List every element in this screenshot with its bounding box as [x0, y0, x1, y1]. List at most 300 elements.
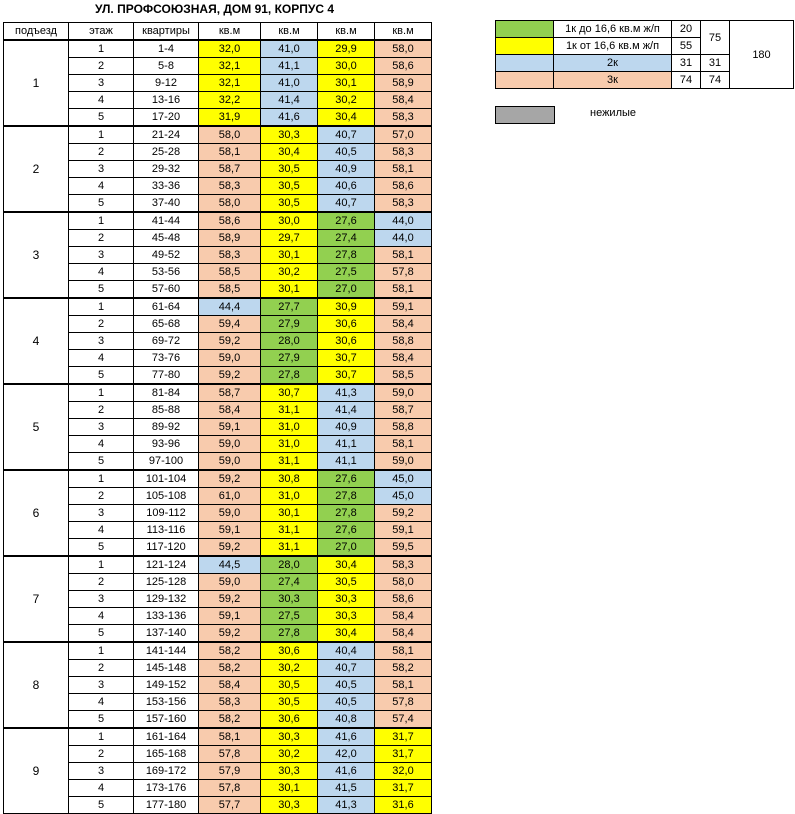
legend-table [495, 20, 794, 89]
apartments-cell: 133-136 [134, 608, 199, 625]
entrance-number: 4 [4, 298, 69, 384]
area-cell: 58,9 [375, 75, 432, 92]
area-cell: 40,4 [318, 642, 375, 660]
area-cell: 27,0 [318, 539, 375, 557]
area-cell: 27,6 [318, 470, 375, 488]
header-area: кв.м [318, 23, 375, 41]
table-row [4, 333, 432, 350]
area-cell: 41,6 [318, 763, 375, 780]
area-cell: 59,0 [199, 574, 261, 591]
entrance-number: 2 [4, 126, 69, 212]
area-cell: 58,1 [375, 436, 432, 453]
area-cell: 41,1 [318, 436, 375, 453]
area-cell: 61,0 [199, 488, 261, 505]
area-cell: 30,7 [318, 367, 375, 385]
area-cell: 59,0 [199, 505, 261, 522]
floor-cell: 5 [69, 539, 134, 557]
area-cell: 59,1 [199, 608, 261, 625]
area-cell: 30,1 [261, 780, 318, 797]
header-floor: этаж [69, 23, 134, 41]
area-cell: 31,1 [261, 453, 318, 471]
area-cell: 58,2 [199, 711, 261, 729]
floor-cell: 5 [69, 711, 134, 729]
apartments-cell: 169-172 [134, 763, 199, 780]
area-cell: 59,1 [199, 419, 261, 436]
floor-cell: 4 [69, 522, 134, 539]
area-cell: 27,8 [318, 247, 375, 264]
apartments-cell: 153-156 [134, 694, 199, 711]
table-row [4, 522, 432, 539]
area-cell: 40,7 [318, 126, 375, 144]
table-row [4, 40, 432, 58]
table-row [4, 763, 432, 780]
table-row [4, 195, 432, 213]
legend-one-room-total: 75 [701, 21, 730, 55]
area-cell: 58,3 [375, 195, 432, 213]
area-cell: 30,6 [261, 642, 318, 660]
table-row [4, 470, 432, 488]
area-cell: 58,1 [199, 144, 261, 161]
table-row [4, 402, 432, 419]
area-cell: 30,2 [318, 92, 375, 109]
area-cell: 58,0 [199, 126, 261, 144]
area-cell: 30,3 [318, 608, 375, 625]
floor-cell: 1 [69, 212, 134, 230]
apartments-cell: 117-120 [134, 539, 199, 557]
table-row [4, 780, 432, 797]
area-cell: 41,5 [318, 780, 375, 797]
area-cell: 41,6 [261, 109, 318, 127]
area-cell: 40,6 [318, 178, 375, 195]
floor-cell: 3 [69, 677, 134, 694]
area-cell: 58,4 [199, 402, 261, 419]
page-title: УЛ. ПРОФСОЮЗНАЯ, ДОМ 91, КОРПУС 4 [95, 2, 335, 16]
area-cell: 30,3 [318, 591, 375, 608]
area-cell: 30,2 [261, 264, 318, 281]
area-cell: 31,7 [375, 728, 432, 746]
floor-cell: 4 [69, 780, 134, 797]
area-cell: 44,4 [199, 298, 261, 316]
area-cell: 27,6 [318, 522, 375, 539]
entrance-number: 1 [4, 40, 69, 126]
area-cell: 32,0 [375, 763, 432, 780]
area-cell: 44,0 [375, 212, 432, 230]
legend-swatch [496, 72, 554, 89]
table-row [4, 281, 432, 299]
floor-cell: 4 [69, 436, 134, 453]
area-cell: 31,9 [199, 109, 261, 127]
area-cell: 58,4 [199, 677, 261, 694]
table-row [4, 608, 432, 625]
floor-cell: 5 [69, 195, 134, 213]
table-row [4, 161, 432, 178]
area-cell: 30,1 [261, 281, 318, 299]
area-cell: 31,6 [375, 797, 432, 814]
apartments-cell: 33-36 [134, 178, 199, 195]
area-cell: 30,5 [261, 178, 318, 195]
apartments-cell: 41-44 [134, 212, 199, 230]
table-row [4, 625, 432, 643]
apartments-cell: 101-104 [134, 470, 199, 488]
header-area: кв.м [375, 23, 432, 41]
area-cell: 57,0 [375, 126, 432, 144]
area-cell: 41,3 [318, 384, 375, 402]
area-cell: 58,1 [375, 642, 432, 660]
floor-cell: 4 [69, 92, 134, 109]
apartments-cell: 93-96 [134, 436, 199, 453]
table-row [4, 212, 432, 230]
area-cell: 58,3 [199, 178, 261, 195]
floor-cell: 5 [69, 281, 134, 299]
apartments-cell: 9-12 [134, 75, 199, 92]
area-cell: 42,0 [318, 746, 375, 763]
area-cell: 30,5 [261, 677, 318, 694]
legend-swatch [496, 55, 554, 72]
table-row [4, 144, 432, 161]
area-cell: 27,4 [261, 574, 318, 591]
apartments-cell: 141-144 [134, 642, 199, 660]
area-cell: 58,2 [199, 660, 261, 677]
legend-count: 74 [672, 72, 701, 89]
floor-cell: 5 [69, 453, 134, 471]
floor-cell: 5 [69, 109, 134, 127]
floor-cell: 1 [69, 556, 134, 574]
area-cell: 59,0 [199, 453, 261, 471]
apartments-cell: 165-168 [134, 746, 199, 763]
table-row [4, 247, 432, 264]
legend-label: 2к [554, 55, 672, 72]
table-row [4, 75, 432, 92]
entrance-number: 5 [4, 384, 69, 470]
table-row [4, 711, 432, 729]
apartments-cell: 137-140 [134, 625, 199, 643]
floor-cell: 5 [69, 797, 134, 814]
area-cell: 31,0 [261, 419, 318, 436]
table-row [4, 230, 432, 247]
area-cell: 57,8 [199, 780, 261, 797]
area-cell: 30,7 [261, 384, 318, 402]
legend-label: 1к до 16,6 кв.м ж/п [554, 21, 672, 38]
apartments-cell: 17-20 [134, 109, 199, 127]
floor-cell: 3 [69, 75, 134, 92]
table-row [4, 178, 432, 195]
floor-cell: 1 [69, 40, 134, 58]
legend-count: 55 [672, 38, 701, 55]
area-cell: 28,0 [261, 556, 318, 574]
area-cell: 58,1 [375, 161, 432, 178]
floor-cell: 4 [69, 608, 134, 625]
header-entrance: подъезд [4, 23, 69, 41]
floor-cell: 4 [69, 178, 134, 195]
area-cell: 58,4 [375, 316, 432, 333]
area-cell: 30,0 [318, 58, 375, 75]
area-cell: 41,0 [261, 40, 318, 58]
area-cell: 31,7 [375, 746, 432, 763]
header-area: кв.м [261, 23, 318, 41]
floor-cell: 3 [69, 161, 134, 178]
area-cell: 59,0 [375, 384, 432, 402]
floor-cell: 3 [69, 505, 134, 522]
area-cell: 58,4 [375, 92, 432, 109]
table-header-row [4, 23, 432, 41]
table-row [4, 58, 432, 75]
area-cell: 58,1 [375, 677, 432, 694]
area-cell: 41,6 [318, 728, 375, 746]
area-cell: 29,7 [261, 230, 318, 247]
area-cell: 40,7 [318, 195, 375, 213]
area-cell: 58,1 [375, 281, 432, 299]
area-cell: 30,8 [261, 470, 318, 488]
apartments-cell: 161-164 [134, 728, 199, 746]
area-cell: 59,2 [199, 591, 261, 608]
area-cell: 41,3 [318, 797, 375, 814]
entrance-number: 3 [4, 212, 69, 298]
area-cell: 30,2 [261, 660, 318, 677]
apartments-cell: 1-4 [134, 40, 199, 58]
area-cell: 32,1 [199, 75, 261, 92]
area-cell: 27,8 [261, 367, 318, 385]
area-cell: 59,2 [199, 539, 261, 557]
area-cell: 59,4 [199, 316, 261, 333]
area-cell: 31,1 [261, 522, 318, 539]
area-cell: 31,1 [261, 539, 318, 557]
table-row [4, 92, 432, 109]
area-cell: 32,1 [199, 58, 261, 75]
legend-label: 1к от 16,6 кв.м ж/п [554, 38, 672, 55]
table-row [4, 488, 432, 505]
apartments-cell: 97-100 [134, 453, 199, 471]
table-row [4, 505, 432, 522]
area-cell: 59,1 [375, 298, 432, 316]
area-cell: 40,9 [318, 161, 375, 178]
area-cell: 27,6 [318, 212, 375, 230]
area-cell: 58,7 [375, 402, 432, 419]
area-cell: 59,1 [199, 522, 261, 539]
area-cell: 27,9 [261, 350, 318, 367]
area-cell: 58,6 [375, 591, 432, 608]
table-row [4, 367, 432, 385]
area-cell: 30,1 [261, 247, 318, 264]
area-cell: 58,1 [375, 247, 432, 264]
area-cell: 57,8 [375, 264, 432, 281]
area-cell: 30,5 [261, 694, 318, 711]
area-cell: 30,4 [318, 556, 375, 574]
area-cell: 32,2 [199, 92, 261, 109]
area-cell: 41,1 [318, 453, 375, 471]
floor-cell: 2 [69, 660, 134, 677]
table-row [4, 109, 432, 127]
area-cell: 30,7 [318, 350, 375, 367]
area-cell: 45,0 [375, 470, 432, 488]
legend-count: 31 [672, 55, 701, 72]
table-row [4, 384, 432, 402]
area-cell: 30,2 [261, 746, 318, 763]
area-cell: 30,6 [318, 316, 375, 333]
apartments-cell: 85-88 [134, 402, 199, 419]
table-row [4, 746, 432, 763]
area-cell: 57,7 [199, 797, 261, 814]
area-cell: 59,5 [375, 539, 432, 557]
area-cell: 59,0 [199, 436, 261, 453]
area-cell: 58,3 [375, 144, 432, 161]
apartment-table [3, 22, 432, 814]
area-cell: 57,8 [199, 746, 261, 763]
area-cell: 58,2 [375, 660, 432, 677]
apartments-cell: 105-108 [134, 488, 199, 505]
floor-cell: 2 [69, 746, 134, 763]
table-row [4, 126, 432, 144]
area-cell: 58,5 [199, 281, 261, 299]
area-cell: 30,0 [261, 212, 318, 230]
area-cell: 31,0 [261, 488, 318, 505]
area-cell: 30,5 [261, 195, 318, 213]
area-cell: 40,5 [318, 694, 375, 711]
table-row [4, 574, 432, 591]
area-cell: 44,0 [375, 230, 432, 247]
apartments-cell: 61-64 [134, 298, 199, 316]
floor-cell: 1 [69, 728, 134, 746]
area-cell: 30,4 [318, 109, 375, 127]
apartments-cell: 81-84 [134, 384, 199, 402]
area-cell: 41,0 [261, 75, 318, 92]
legend-subtotal: 74 [701, 72, 730, 89]
area-cell: 58,0 [375, 574, 432, 591]
table-row [4, 591, 432, 608]
table-row [4, 436, 432, 453]
area-cell: 58,4 [375, 350, 432, 367]
nonresidential-label: нежилые [590, 107, 637, 119]
apartments-cell: 45-48 [134, 230, 199, 247]
floor-cell: 3 [69, 419, 134, 436]
floor-cell: 3 [69, 247, 134, 264]
area-cell: 45,0 [375, 488, 432, 505]
area-cell: 58,6 [375, 58, 432, 75]
area-cell: 32,0 [199, 40, 261, 58]
table-row [4, 419, 432, 436]
entrance-number: 9 [4, 728, 69, 814]
area-cell: 58,5 [199, 264, 261, 281]
area-cell: 40,8 [318, 711, 375, 729]
area-cell: 58,3 [375, 556, 432, 574]
floor-cell: 2 [69, 230, 134, 247]
floor-cell: 5 [69, 367, 134, 385]
table-row [4, 728, 432, 746]
legend-count: 20 [672, 21, 701, 38]
apartments-cell: 125-128 [134, 574, 199, 591]
area-cell: 28,0 [261, 333, 318, 350]
area-cell: 27,4 [318, 230, 375, 247]
legend-swatch [496, 38, 554, 55]
area-cell: 31,7 [375, 780, 432, 797]
apartments-cell: 77-80 [134, 367, 199, 385]
table-row [4, 694, 432, 711]
apartments-cell: 65-68 [134, 316, 199, 333]
legend-subtotal: 31 [701, 55, 730, 72]
area-cell: 41,1 [261, 58, 318, 75]
apartments-cell: 109-112 [134, 505, 199, 522]
apartments-cell: 177-180 [134, 797, 199, 814]
area-cell: 58,1 [199, 728, 261, 746]
floor-cell: 2 [69, 488, 134, 505]
area-cell: 31,1 [261, 402, 318, 419]
area-cell: 27,9 [261, 316, 318, 333]
area-cell: 59,2 [199, 367, 261, 385]
apartments-cell: 157-160 [134, 711, 199, 729]
area-cell: 27,0 [318, 281, 375, 299]
apartments-cell: 5-8 [134, 58, 199, 75]
floor-cell: 1 [69, 642, 134, 660]
apartments-cell: 173-176 [134, 780, 199, 797]
area-cell: 59,2 [199, 470, 261, 488]
area-cell: 58,2 [199, 642, 261, 660]
area-cell: 59,1 [375, 522, 432, 539]
apartments-cell: 21-24 [134, 126, 199, 144]
floor-cell: 5 [69, 625, 134, 643]
apartments-cell: 57-60 [134, 281, 199, 299]
table-row [4, 642, 432, 660]
area-cell: 30,5 [261, 161, 318, 178]
area-cell: 27,8 [318, 488, 375, 505]
area-cell: 58,6 [375, 178, 432, 195]
floor-cell: 3 [69, 591, 134, 608]
area-cell: 30,3 [261, 797, 318, 814]
apartments-cell: 89-92 [134, 419, 199, 436]
apartments-cell: 13-16 [134, 92, 199, 109]
area-cell: 27,8 [318, 505, 375, 522]
area-cell: 30,1 [261, 505, 318, 522]
table-row [4, 453, 432, 471]
floor-cell: 3 [69, 763, 134, 780]
apartments-cell: 49-52 [134, 247, 199, 264]
area-cell: 59,0 [375, 453, 432, 471]
floor-cell: 3 [69, 333, 134, 350]
floor-cell: 2 [69, 402, 134, 419]
area-cell: 58,7 [199, 384, 261, 402]
table-row [4, 539, 432, 557]
apartments-cell: 149-152 [134, 677, 199, 694]
apartments-cell: 29-32 [134, 161, 199, 178]
floor-cell: 4 [69, 264, 134, 281]
area-cell: 58,9 [199, 230, 261, 247]
area-cell: 30,6 [261, 711, 318, 729]
apartments-cell: 121-124 [134, 556, 199, 574]
entrance-number: 7 [4, 556, 69, 642]
area-cell: 44,5 [199, 556, 261, 574]
area-cell: 30,9 [318, 298, 375, 316]
area-cell: 58,5 [375, 367, 432, 385]
apartments-cell: 73-76 [134, 350, 199, 367]
floor-cell: 1 [69, 384, 134, 402]
legend-swatch [496, 21, 554, 38]
area-cell: 58,3 [199, 247, 261, 264]
area-cell: 41,4 [318, 402, 375, 419]
table-row [4, 556, 432, 574]
table-row [4, 316, 432, 333]
area-cell: 27,8 [261, 625, 318, 643]
area-cell: 40,9 [318, 419, 375, 436]
area-cell: 58,3 [199, 694, 261, 711]
area-cell: 29,9 [318, 40, 375, 58]
area-cell: 27,5 [261, 608, 318, 625]
floor-cell: 2 [69, 144, 134, 161]
table-row [4, 660, 432, 677]
floor-cell: 2 [69, 316, 134, 333]
apartments-cell: 37-40 [134, 195, 199, 213]
area-cell: 30,4 [261, 144, 318, 161]
floor-cell: 2 [69, 58, 134, 75]
area-cell: 30,6 [318, 333, 375, 350]
header-area: кв.м [199, 23, 261, 41]
